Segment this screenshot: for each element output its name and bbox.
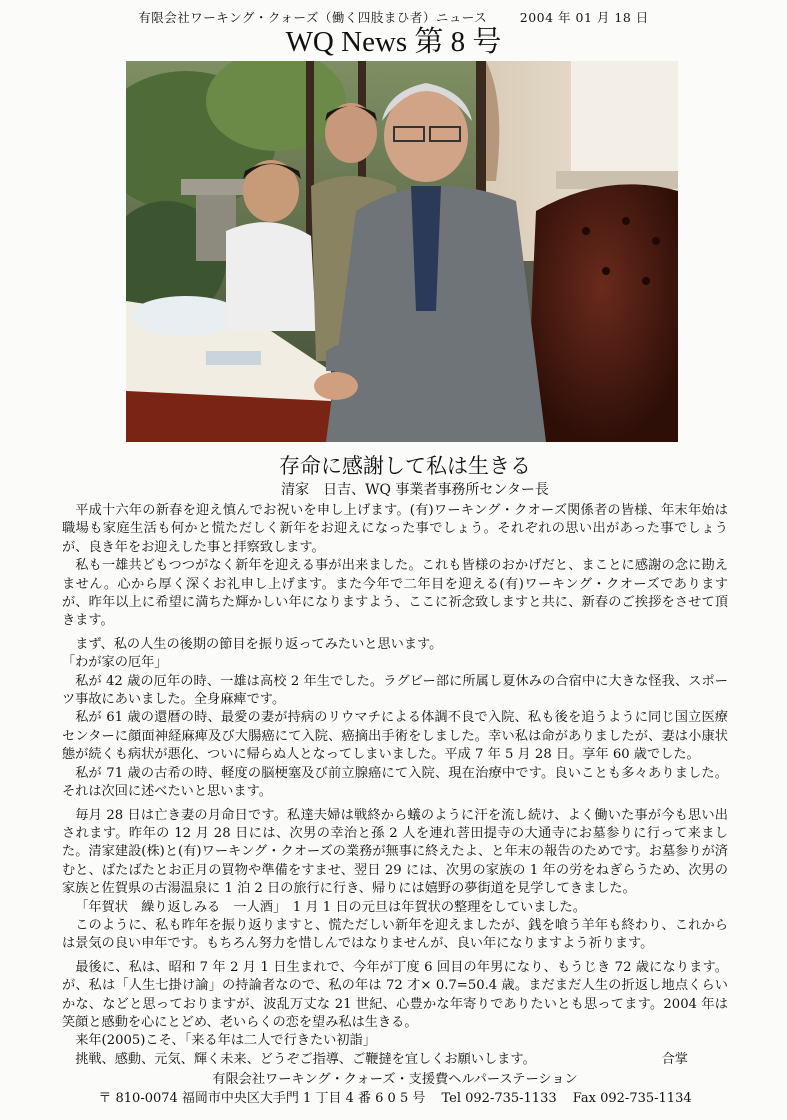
closing-row [62, 1051, 728, 1069]
paragraph: 私が 61 歳の還暦の時、最愛の妻が持病のリウマチによる体調不良で入院、私も後を追うように同じ国立医療センターに顔面神経麻痺及び大腸癌にて入院、癌摘出手術をしました。幸い私は命がありましたが、妻は小康状態が続くも病状が悪化、ついに帰らぬ人となってしまいました。平成 7 年 5 月 28 日。享年 60 歳でした。 [62, 710, 728, 763]
paragraph: 毎月 28 日は亡き妻の月命日です。私達夫婦は戦終から蟻のように汗を流し続け、よく働いた事が今も思い出されます。昨年の 12 月 28 日には、次男の幸治と孫 2 人を連れ菩田提寺の大通寺にお墓参りに行って来ました。清家建設(株)と(有)ワーキング・クオーズの業務が無事に終えたよ、と年末の報告のためです。お墓参りが済むと、ばたばたとお正月の買物や準備をすませ、翌日 29 には、次男の家族の 1 年の労をねぎらうため、次男の家族と佐賀県の古湯温泉に 1 泊 2 日の旅行に行き、帰りには嬉野の夢街道を見学してきました。 [62, 807, 728, 897]
footer-organization: 有限会社ワーキング・クォーズ・支援費ヘルパーステーション [212, 1072, 578, 1088]
paragraph: 最後に、私は、昭和 7 年 2 月 1 日生まれで、今年が丁度 6 回目の年男になり、もうじき 72 歳になります。が、私は「人生七掛け論」の持論者なので、私の年は 72 才× 0.7=50.4 歳。まだまだ人生の折返し地点くらいかな、などと思っておりますが、波乱万丈な 21 世紀、心豊かな年寄りでありたいとも思ってます。2004 年は笑顔と感動を心にとどめ、老いらくの恋を望み私は生きる。 [62, 959, 728, 1030]
paragraph: 私も一雄共どもつつがなく新年を迎える事が出来ました。これも皆様のおかげだと、まことに感謝の念に勘えません。心から厚く深くお礼申し上げます。また今年で二年目を迎える(有)ワーキング・クオーズでありますが、昨年以上に希望に満ちた輝かしい年になりますよう、ここに祈念致しますと共に、新春のご挨拶をさせて頂きます。 [62, 558, 728, 629]
footer-fax: Fax 092-735-1134 [572, 1090, 692, 1106]
footer-contact [62, 1090, 728, 1108]
signoff: 合掌 [661, 1051, 688, 1067]
paragraph: 平成十六年の新春を迎え慎んでお祝いを申し上げます。(有)ワーキング・クオーズ関係者の皆様、年末年始は職場も家庭生活も何かと慌ただしく新年をお迎えになった事でしょう。それぞれの思い出があった事でしょうが、良き年をお迎えした事と拝察致します。 [62, 503, 728, 555]
company-line: 有限会社ワーキング・クォーズ（働く四肢まひ者）ニュース [138, 10, 488, 25]
paragraph: 来年(2005)こそ、「来る年は二人で行きたい初詣」 [75, 1033, 376, 1049]
article [62, 452, 728, 1108]
paragraph: 私が 71 歳の古希の時、軽度の脳梗塞及び前立腺癌にて入院、現在治療中です。良いことも多々ありました。それは次回に述べたいと思います。 [62, 765, 728, 800]
article-headline: 存命に感謝して私は生きる [279, 454, 531, 478]
footer-address: 〒 810-0074 福岡市中央区大手門 1 丁目 4 番 6 0 5 号 [98, 1090, 426, 1106]
paragraph: このように、私も昨年を振り返りますと、慌ただしい新年を迎えましたが、銭を喰う羊年も終わり、これからは景気の良い申年です。もちろん努力を惜しんではなりませんが、良い年になりますよう祈ります。 [62, 917, 728, 952]
footer-tel: Tel 092-735-1133 [441, 1090, 557, 1106]
masthead-title: WQ News 第 8 号 [285, 26, 502, 58]
cover-photo [126, 61, 678, 442]
article-byline: 清家 日吉、WQ 事業者事務所センター長 [281, 482, 549, 498]
section-heading: 「わが家の厄年」 [62, 655, 168, 671]
issue-date: 2004 年 01 月 18 日 [519, 10, 649, 25]
newsletter-header [0, 8, 787, 26]
paragraph: 私が 42 歳の厄年の時、一雄は高校 2 年生でした。ラグビー部に所属し夏休みの合宿中に大きな怪我、スポーツ事故にあいました。全身麻痺です。 [62, 673, 728, 708]
paragraph: まず、私の人生の後期の節目を振り返ってみたいと思います。 [75, 636, 443, 652]
haiku-line: 「年賀状 繰り返しみる 一人酒」 1 月 1 日の元旦は年賀状の整理をしていました。 [75, 899, 586, 915]
article-body [62, 502, 728, 1069]
closing-text: 挑戦、感動、元気、輝く未来、どうぞご指導、ご鞭撻を宜しくお願いします。 [75, 1051, 536, 1067]
